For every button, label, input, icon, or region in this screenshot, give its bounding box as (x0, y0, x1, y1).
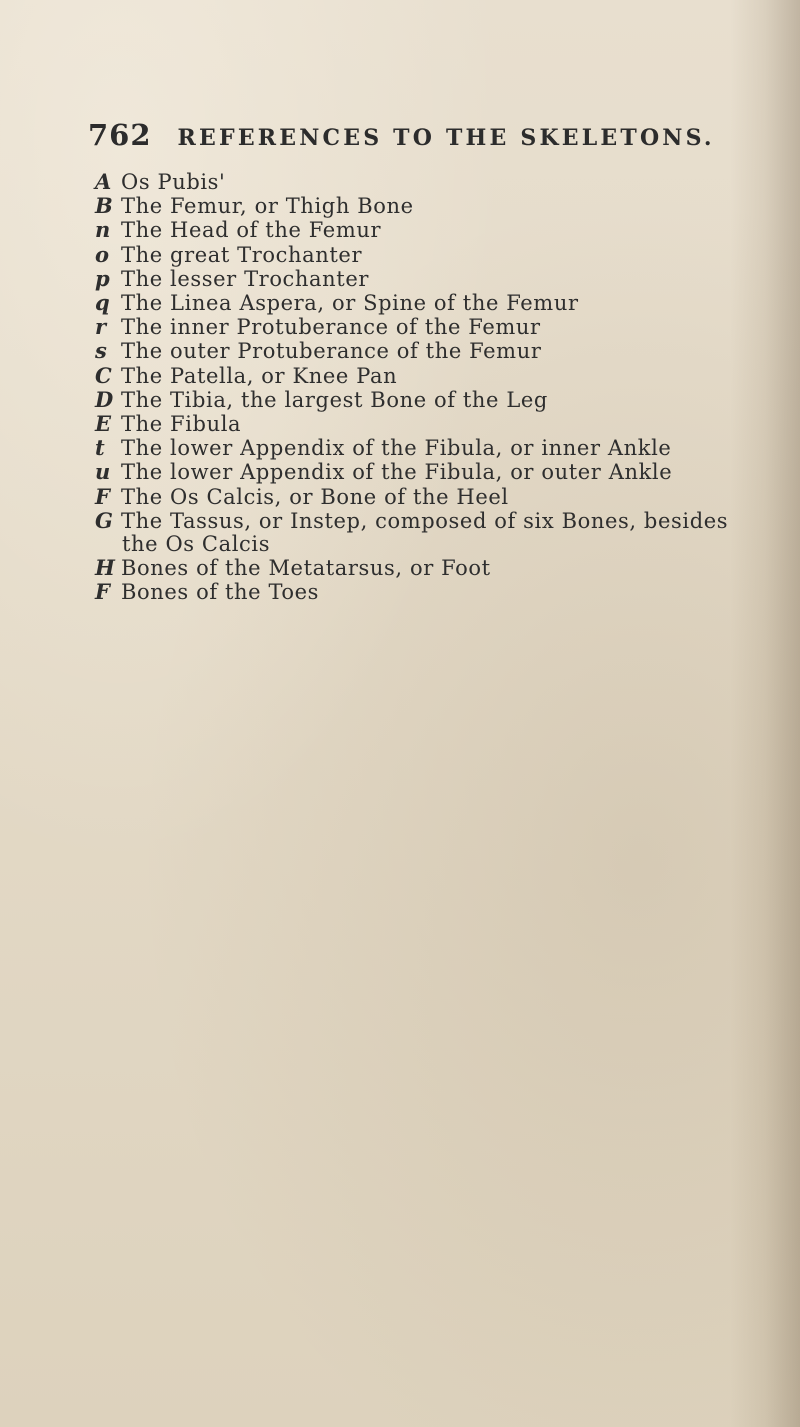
reference-letter: F (95, 483, 110, 509)
reference-letter: n (95, 217, 111, 243)
reference-text: The lesser Trochanter (121, 266, 369, 291)
reference-entry (95, 170, 785, 194)
reference-entry (95, 412, 785, 436)
reference-entry (95, 460, 785, 484)
reference-entry (95, 267, 785, 291)
reference-letter: p (95, 265, 110, 291)
reference-text: The Tibia, the largest Bone of the Leg (121, 387, 548, 412)
reference-entry (95, 315, 785, 339)
reference-text: The outer Protuberance of the Femur (121, 339, 542, 364)
reference-text: The Head of the Femur (121, 218, 382, 243)
reference-entry (95, 509, 785, 556)
reference-entry (95, 194, 785, 218)
reference-text: The Femur, or Thigh Bone (121, 194, 414, 219)
reference-entry (95, 218, 785, 242)
reference-list (95, 170, 785, 605)
reference-letter: G (95, 507, 113, 533)
reference-text: Bones of the Toes (121, 580, 320, 605)
reference-text: The Os Calcis, or Bone of the Heel (121, 484, 509, 509)
reference-entry (95, 364, 785, 388)
reference-letter: E (95, 411, 112, 437)
reference-text: Os Pubis' (121, 170, 226, 194)
reference-entry (95, 580, 785, 604)
reference-letter: s (95, 338, 107, 364)
reference-text: Bones of the Metatarsus, or Foot (121, 556, 491, 581)
reference-letter: A (95, 169, 112, 194)
page-header (88, 118, 715, 152)
reference-letter: H (95, 555, 115, 581)
reference-letter: u (95, 459, 111, 485)
reference-text: The Patella, or Knee Pan (121, 363, 398, 388)
reference-letter: t (95, 435, 105, 461)
reference-text: The lower Appendix of the Fibula, or outer Ankle (121, 460, 673, 485)
page-number: 762 (88, 118, 152, 152)
reference-letter: r (95, 314, 107, 340)
reference-letter: q (95, 290, 110, 316)
reference-letter: F (95, 579, 110, 605)
reference-entry (95, 388, 785, 412)
reference-entry (95, 243, 785, 267)
reference-text: The inner Protuberance of the Femur (121, 315, 541, 340)
reference-entry (95, 291, 785, 315)
reference-text: The lower Appendix of the Fibula, or inner Ankle (121, 436, 672, 461)
reference-letter: D (95, 386, 114, 412)
reference-text: The Tassus, or Instep, composed of six Bones, besides (121, 508, 729, 533)
reference-letter: B (95, 193, 113, 219)
reference-entry (95, 436, 785, 460)
reference-entry (95, 485, 785, 509)
reference-entry (95, 556, 785, 580)
reference-text: The great Trochanter (121, 242, 363, 267)
reference-entry (95, 339, 785, 363)
reference-letter: o (95, 241, 110, 267)
running-title: REFERENCES TO THE SKELETONS. (177, 125, 715, 151)
reference-text-continuation: the Os Calcis (122, 532, 271, 557)
reference-text: The Fibula (121, 412, 242, 437)
reference-letter: C (95, 362, 112, 388)
reference-text: The Linea Aspera, or Spine of the Femur (121, 291, 579, 316)
